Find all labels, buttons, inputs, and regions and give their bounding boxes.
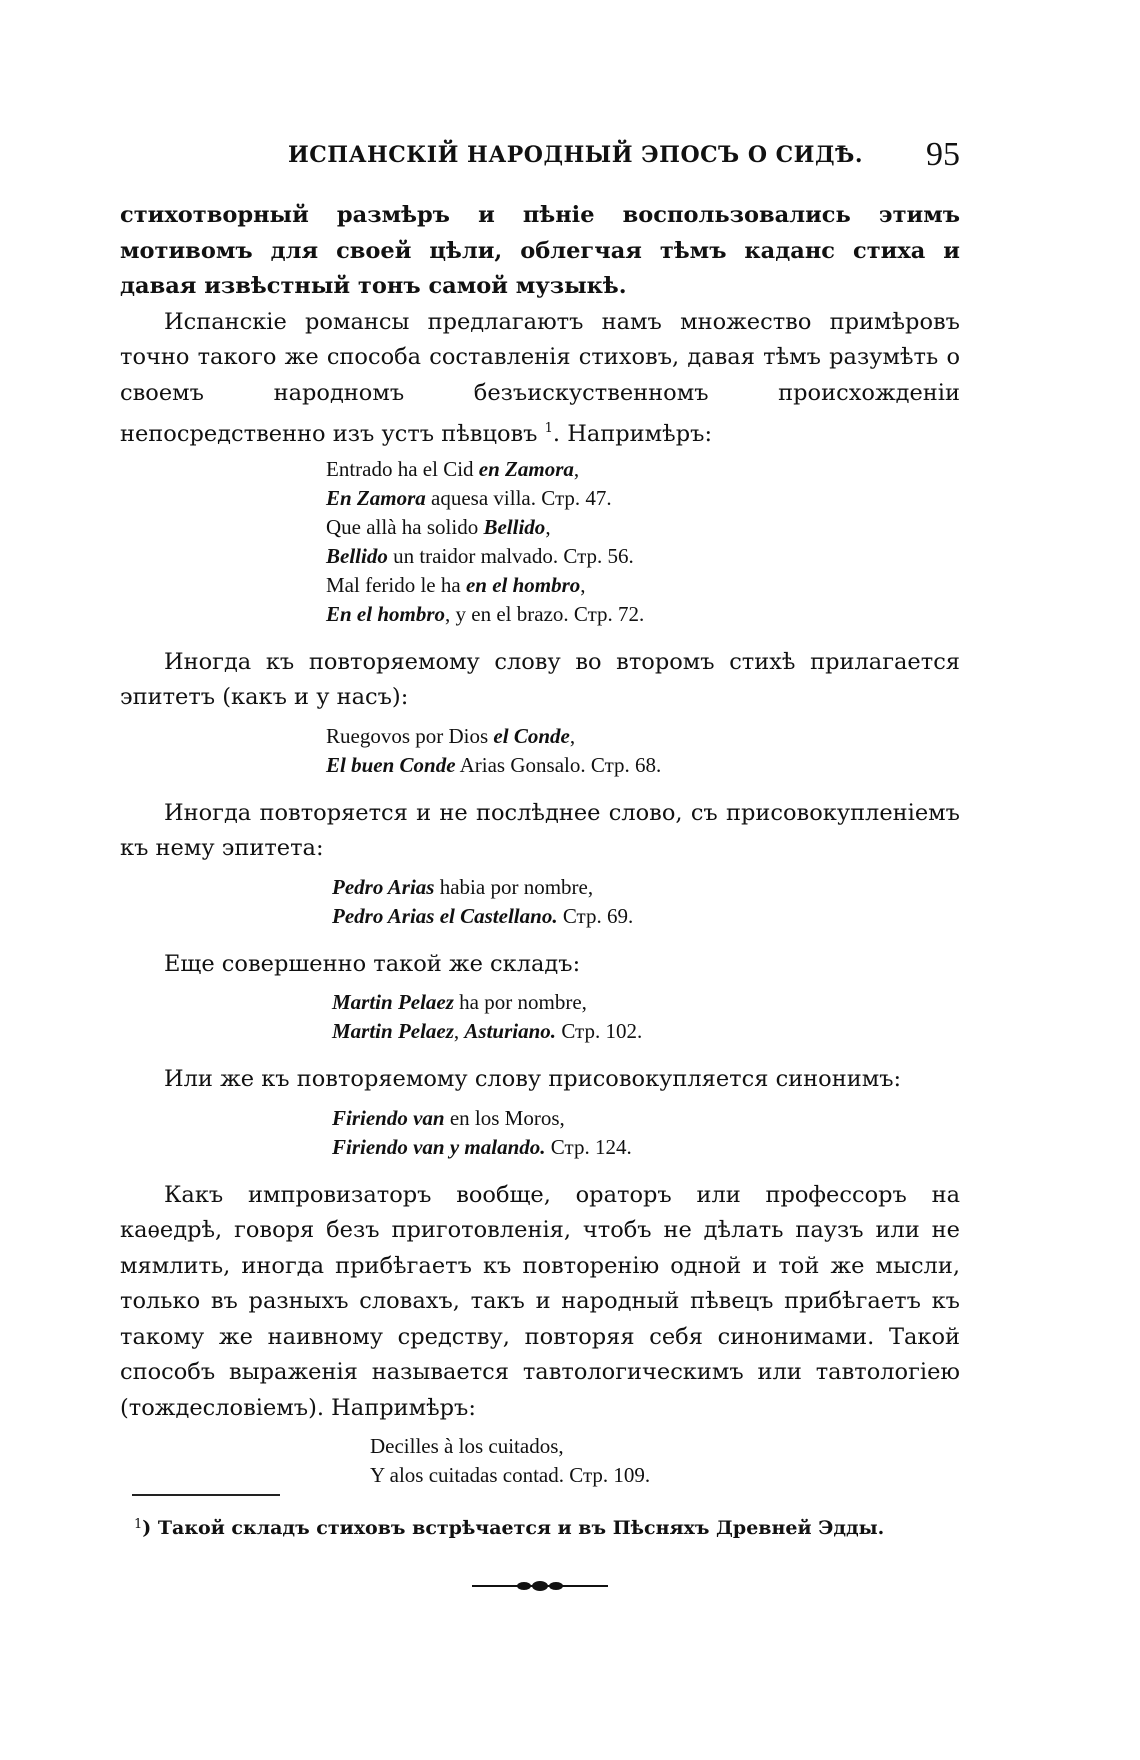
verse-line bbox=[326, 455, 960, 484]
verse-emphasis: Martin Pelaez bbox=[332, 1019, 454, 1043]
paragraph-2-text: Испанскіе романсы предлагаютъ намъ множество примѣровъ точно такого же способа составленія стиховъ, давая тѣмъ разумѣть о своемъ народномъ безъискуственномъ происхожденіи непосредственно изъ устъ пѣвцовъ bbox=[120, 308, 960, 447]
verse-line bbox=[326, 571, 960, 600]
verse-line bbox=[326, 722, 960, 751]
verse-quote-5 bbox=[120, 1104, 960, 1162]
verse-line bbox=[326, 513, 960, 542]
paragraph-3: Иногда къ повторяемому слову во второмъ стихѣ прилагается эпитетъ (какъ и у насъ): bbox=[120, 648, 960, 710]
paragraph-6: Или же къ повторяемому слову присовокупляется синонимъ: bbox=[164, 1066, 902, 1092]
verse-emphasis: El buen Conde bbox=[326, 752, 456, 777]
verse-line bbox=[332, 1104, 960, 1133]
footnote-text: ) Такой складъ стиховъ встрѣчается и въ Пѣсняхъ Древней Эдды. bbox=[142, 1517, 885, 1539]
verse-line bbox=[332, 873, 960, 902]
verse-emphasis: el Conde bbox=[493, 723, 570, 748]
verse-emphasis: Firiendo van y malando. bbox=[332, 1134, 546, 1159]
verse-line bbox=[326, 751, 960, 780]
verse-text: , bbox=[453, 1019, 465, 1043]
verse-emphasis: Bellido bbox=[483, 514, 546, 539]
verse-line bbox=[332, 1017, 960, 1046]
verse-text: Arias Gonsalo. Стр. 68. bbox=[455, 752, 662, 777]
verse-text: Entrado ha el Cid bbox=[326, 456, 479, 481]
verse-quote-2 bbox=[120, 722, 960, 780]
verse-emphasis: en Zamora bbox=[478, 456, 574, 481]
verse-text: Ruegovos por Dios bbox=[326, 723, 494, 748]
verse-text: , bbox=[573, 456, 580, 481]
verse-line bbox=[332, 902, 960, 931]
verse-quote-1 bbox=[120, 455, 960, 629]
verse-text: , bbox=[545, 514, 551, 539]
verse-text: Стр. 69. bbox=[557, 903, 634, 928]
verse-line: Y alos cuitadas contad. Стр. 109. bbox=[370, 1463, 651, 1487]
verse-text: Que allà ha solido bbox=[326, 514, 484, 539]
paragraph-5: Еще совершенно такой же складъ: bbox=[164, 950, 581, 977]
verse-text: , bbox=[580, 572, 586, 597]
paragraph-2 bbox=[120, 305, 960, 453]
main-text bbox=[120, 198, 960, 1490]
paragraph-7: Какъ импровизаторъ вообще, ораторъ или профессоръ на каѳедрѣ, говоря безъ приготовленія, чтобъ не дѣлать паузъ или не мямлить, иногда прибѣгаетъ къ повторенію одной и той же мысли, только въ разныхъ словахъ, такъ и народный пѣвецъ прибѣгаетъ къ такому же наивному средству, повторяя себя синонимами. Такой способъ выраженія называется тавтологическимъ или тавтологіею (тождесловіемъ). Напримѣръ: bbox=[120, 1181, 960, 1421]
footnote-divider bbox=[132, 1494, 280, 1496]
verse-line bbox=[326, 600, 960, 629]
verse-emphasis: Asturiano. bbox=[464, 1019, 557, 1043]
verse-quote-6 bbox=[120, 1432, 960, 1490]
verse-text: un traidor malvado. Стр. 56. bbox=[387, 543, 634, 568]
verse-text: Стр. 124. bbox=[545, 1134, 632, 1159]
verse-emphasis: Firiendo van bbox=[332, 1105, 445, 1130]
verse-line: Decilles à los cuitados, bbox=[370, 1434, 564, 1458]
end-ornament-icon bbox=[472, 1580, 608, 1592]
paragraph-2-tail: . Напримѣръ: bbox=[552, 421, 713, 447]
footnote-reference: 1 bbox=[544, 421, 553, 436]
paragraph-1: стихотворный размѣръ и пѣніе воспользовались этимъ мотивомъ для своей цѣли, облегчая тѣмъ каданс стиха и давая извѣстный тонъ самой музыкѣ. bbox=[120, 202, 960, 299]
verse-emphasis: Martin Pelaez bbox=[332, 990, 454, 1014]
verse-emphasis: en el hombro bbox=[465, 572, 581, 597]
verse-emphasis: Pedro Arias el Castellano. bbox=[332, 903, 558, 928]
running-title: ИСПАНСКІЙ НАРОДНЫЙ ЭПОСЪ О СИДѢ. bbox=[288, 142, 864, 168]
verse-text: en los Moros, bbox=[444, 1105, 565, 1130]
verse-emphasis: En el hombro bbox=[326, 601, 446, 626]
verse-emphasis: Pedro Arias bbox=[332, 874, 435, 899]
verse-text: Mal ferido le ha bbox=[326, 572, 466, 597]
verse-line bbox=[332, 988, 960, 1017]
verse-quote-3 bbox=[120, 873, 960, 931]
verse-line bbox=[332, 1133, 960, 1162]
verse-emphasis: Bellido bbox=[326, 543, 388, 568]
verse-text: aquesa villa. Стр. 47. bbox=[425, 485, 612, 510]
verse-text: , bbox=[569, 723, 576, 748]
verse-text: , y en el brazo. Стр. 72. bbox=[445, 601, 645, 626]
page-number: 95 bbox=[926, 136, 960, 173]
paragraph-4: Иногда повторяется и не послѣднее слово, съ присовокупленіемъ къ нему эпитета: bbox=[120, 799, 960, 861]
verse-text: ha por nombre, bbox=[453, 990, 587, 1014]
verse-emphasis: En Zamora bbox=[326, 485, 426, 510]
verse-text: Стр. 102. bbox=[556, 1019, 643, 1043]
verse-quote-4 bbox=[120, 988, 960, 1046]
verse-text: habia por nombre, bbox=[434, 874, 594, 899]
verse-line bbox=[326, 484, 960, 513]
verse-line bbox=[326, 542, 960, 571]
running-header bbox=[120, 138, 960, 178]
footnote-mark: 1 bbox=[134, 1517, 143, 1532]
footnote bbox=[134, 1512, 884, 1541]
